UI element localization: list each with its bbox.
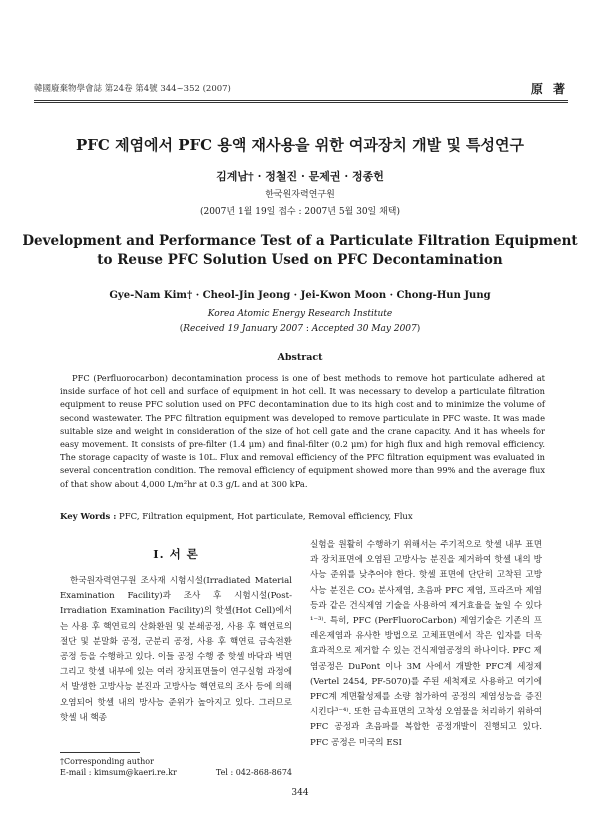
abstract-heading: Abstract bbox=[277, 352, 323, 363]
korean-authors: 김계남† · 정철진 · 문제권 · 정종헌 bbox=[216, 170, 384, 183]
article-type-label: 原 著 bbox=[530, 82, 568, 96]
korean-dates: (2007년 1월 19일 접수 : 2007년 5월 30일 채택) bbox=[199, 207, 401, 217]
header-rule-top bbox=[34, 100, 568, 101]
running-header bbox=[34, 80, 568, 98]
english-title-line-2: to Reuse PFC Solution Used on PFC Decontamination bbox=[97, 252, 503, 268]
keywords-label: Key Words : bbox=[60, 512, 117, 522]
korean-affiliation: 한국원자력연구원 bbox=[265, 190, 335, 200]
accepted-date: Accepted 30 May 2007 bbox=[311, 324, 417, 334]
corresponding-author-note: †Corresponding author bbox=[60, 757, 154, 766]
body-paragraph-right: 실험을 원활히 수행하기 위해서는 주기적으로 핫셀 내부 표면과 장치표면에 오염된 고방사능 분진을 제거하여 핫셀 내의 방사능 준위를 낮추어야 한다. 핫셀 표면에 단단히 고착된 고방사능 분진은 CO₂ 분사제염, 초음파 PFC 제염, 프라즈마 제염 등과 같은 건식제염 기술을 사용하여 제거효율을 높일 수 있다¹⁻³⁾. 특히, PFC (PerFluoroCarbon) 제염기술은 기존의 프레온제염과 유사한 방법으로 고체표면에서 작은 입자를 더욱 효과적으로 제거할 수 있는 건식제염공정의 하나이다. PFC 제염공정은 DuPont 이나 3M 사에서 개발한 PFC계 세정제(Vertel 2454, PF-5070)를 주된 세척제로 사용하고 여기에 PFC계 계면활성제를 소량 첨가하여 공정의 제염성능을 증진시킨다³⁻⁴⁾. 또한 금속표면의 고착성 오염물을 처리하기 위하여 PFC 공정과 초음파를 복합한 공정개발이 진행되고 있다. PFC 공정은 미국의 ESI bbox=[310, 540, 542, 748]
footnote-rule bbox=[60, 752, 140, 753]
author-email: E-mail : kimsum@kaeri.re.kr bbox=[60, 768, 177, 777]
journal-citation: 韓國廢棄物學會誌 第24卷 第4號 344~352 (2007) bbox=[34, 84, 231, 94]
abstract-text: PFC (Perfluorocarbon) decontamination process is one of best methods to remove hot particulate adhered at inside surface of hot cell and surface of equipment in hot cell. It was necessary to develop a particulate filtration equipment to reuse PFC solution used on PFC decontamination due to its high cost and to minimize the volume of second wastewater. The PFC filtration equipment was developed to remove particulate in PFC waste. It was made suitable size and weight in consideration of the size of hot cell gate and the crane capacity. And it has wheels for easy movement. It consists of pre-filter (1.4 μm) and final-filter (0.2 μm) for high flux and high removal efficiency. The storage capacity of waste is 10L. Flux and removal efficiency of the PFC filtration equipment was evaluated in several concentration condition. The removal efficiency of equipment showed more than 99% and the average flux of that show about 4,000 L/m²hr at 0.3 g/L and at 300 kPa. bbox=[60, 373, 545, 489]
english-title-line-1: Development and Performance Test of a Particulate Filtration Equipment bbox=[22, 233, 578, 249]
header-rule-bottom bbox=[34, 102, 568, 103]
keywords bbox=[60, 512, 545, 522]
body-column-right bbox=[310, 538, 542, 751]
body-column-left bbox=[60, 540, 292, 726]
english-authors: Gye-Nam Kim† · Cheol-Jin Jeong · Jei-Kwon Moon · Chong-Hun Jung bbox=[109, 290, 491, 301]
page-number: 344 bbox=[291, 788, 309, 798]
english-title bbox=[20, 232, 580, 270]
author-phone: Tel : 042-868-8674 bbox=[215, 768, 292, 777]
footnote-contact bbox=[60, 767, 292, 778]
footnote bbox=[60, 752, 292, 778]
english-affiliation: Korea Atomic Energy Research Institute bbox=[207, 309, 393, 319]
section-heading: I. 서 론 bbox=[153, 547, 199, 561]
english-dates: (Received 19 January 2007 : Accepted 30 May 2007) bbox=[179, 324, 421, 334]
keywords-text: PFC, Filtration equipment, Hot particulate, Removal efficiency, Flux bbox=[116, 512, 413, 522]
received-date: Received 19 January 2007 bbox=[183, 324, 304, 334]
korean-title: PFC 제염에서 PFC 용액 재사용을 위한 여과장치 개발 및 특성연구 bbox=[75, 136, 524, 154]
body-paragraph-left: 한국원자력연구원 조사재 시험시설(Irradiated Material Examination Facility)과 조사 후 시험시설(Post-Irradiation Examination Facility)의 핫셀(Hot Cell)에서는 사용 후 핵연료의 산화환원 및 분쇄공정, 사용 후 핵연료의 절단 및 분말화 공정, 군분리 공정, 사용 후 핵연료 금속전환 공정 등을 수행하고 있다. 이들 공정 수행 중 핫셀 바닥과 벽면 그리고 핫셀 내부에 있는 여러 장치표면들이 연구실험 과정에서 발생한 고방사능 분진과 고방사능 핵연료의 조사 등에 의해 오염되어 핫셀 내의 방사능 준위가 높아지고 있다. 그러므로 핫셀 내 핵종 bbox=[60, 576, 292, 723]
